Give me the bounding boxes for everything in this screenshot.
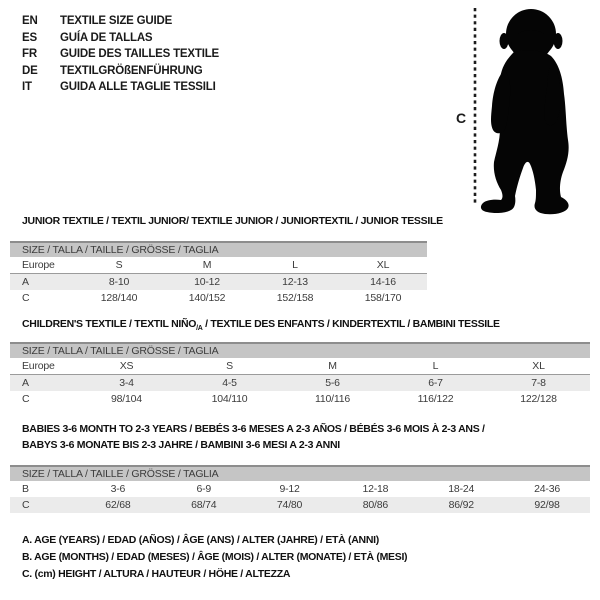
title-text: / TEXTILE DES ENFANTS / KINDERTEXTIL / BAMBINI TESSILE [202, 318, 500, 330]
baby-silhouette-icon [481, 9, 569, 214]
table-cell: 8-10 [108, 276, 130, 288]
table-cell: 6-9 [196, 483, 212, 495]
language-code: ES [22, 31, 37, 44]
table-row-age-months [10, 481, 590, 497]
row-label: A [22, 377, 29, 389]
language-row-en [22, 13, 219, 30]
row-label: B [22, 483, 29, 495]
language-code: IT [22, 81, 32, 93]
language-title-list [22, 13, 219, 96]
language-code: DE [22, 64, 38, 77]
row-label: Europe [22, 259, 55, 271]
row-label: C [22, 393, 30, 405]
size-table-babies [10, 465, 590, 513]
table-cell: 4-5 [222, 377, 237, 389]
baby-silhouette-figure [448, 4, 598, 216]
table-cell: 152/158 [276, 292, 314, 304]
table-cell: 24-36 [534, 483, 560, 495]
title-subscript: /A [196, 325, 203, 333]
table-cell: 68/74 [191, 499, 217, 511]
table-cell: 18-24 [448, 483, 475, 495]
table-row-age [10, 274, 427, 290]
height-measure-label: C [456, 110, 467, 126]
table-cell: 10-12 [194, 276, 220, 288]
table-cell: M [202, 259, 212, 271]
language-title: TEXTILGRÖßENFÜHRUNG [60, 64, 203, 77]
table-row-height [10, 290, 427, 306]
table-cell: XS [119, 360, 134, 372]
table-cell: 80/86 [362, 499, 389, 511]
table-cell: 5-6 [325, 377, 340, 389]
table-cell: 12-13 [282, 276, 308, 288]
title-line-1: BABIES 3-6 MONTH TO 2-3 YEARS / BEBÉS 3-6 MESES A 2-3 AÑOS / BÉBÉS 3-6 MOIS À 2-3 ANS / [22, 423, 485, 435]
title-line-2: BABYS 3-6 MONATE BIS 2-3 JAHRE / BAMBINI 3-6 MESI A 2-3 ANNI [22, 439, 340, 451]
table-row-europe [10, 358, 590, 375]
row-label: C [22, 499, 30, 511]
table-cell: 116/122 [417, 393, 454, 405]
table-row-europe [10, 257, 427, 274]
language-title: GUIDE DES TAILLES TEXTILE [60, 48, 219, 60]
table-cell: 140/152 [188, 292, 226, 304]
section-title-babies [22, 421, 485, 453]
table-cell: 110/116 [315, 393, 350, 405]
table-cell: 62/68 [105, 499, 131, 511]
size-header-band: SIZE / TALLA / TAILLE / GRÖSSE / TAGLIA [10, 241, 427, 257]
table-cell: 122/128 [520, 393, 557, 405]
footnote-legend [22, 532, 407, 583]
table-cell: 128/140 [100, 292, 138, 304]
table-cell: 104/110 [211, 393, 248, 405]
size-table-children [10, 342, 590, 407]
table-cell: 14-16 [370, 276, 396, 288]
footnote-b: B. AGE (MONTHS) / EDAD (MESES) / ÂGE (MOIS) / ALTER (MONATE) / ETÀ (MESI) [22, 551, 408, 563]
table-cell: 3-6 [110, 483, 126, 495]
table-cell: 7-8 [531, 377, 546, 389]
language-code: FR [22, 48, 37, 60]
row-label: C [22, 292, 30, 304]
table-cell: S [226, 360, 233, 372]
language-title: TEXTILE SIZE GUIDE [60, 15, 173, 27]
language-code: EN [22, 15, 38, 27]
language-row-es [22, 30, 219, 47]
table-cell: 92/98 [534, 499, 560, 511]
table-cell: 98/104 [111, 393, 142, 405]
table-cell: 86/92 [448, 499, 474, 511]
table-cell: 158/170 [364, 292, 402, 304]
size-header-band: SIZE / TALLA / TAILLE / GRÖSSE / TAGLIA [10, 465, 590, 481]
section-title-children [22, 318, 500, 332]
table-row-height [10, 497, 590, 513]
table-cell: XL [532, 360, 545, 372]
table-cell: 9-12 [279, 483, 300, 495]
table-cell: M [328, 360, 337, 372]
table-cell: S [115, 259, 123, 271]
row-label: Europe [22, 360, 55, 372]
language-title: GUÍA DE TALLAS [60, 31, 153, 44]
size-table-junior [10, 241, 427, 306]
table-cell: 3-4 [119, 377, 134, 389]
table-cell: L [432, 360, 439, 372]
language-row-it [22, 79, 219, 96]
footnote-a: A. AGE (YEARS) / EDAD (AÑOS) / ÂGE (ANS) / ALTER (JAHRE) / ETÀ (ANNI) [22, 534, 379, 546]
row-label: A [22, 276, 29, 288]
size-header-band: SIZE / TALLA / TAILLE / GRÖSSE / TAGLIA [10, 342, 590, 358]
table-cell: XL [376, 259, 390, 271]
language-title: GUIDA ALLE TAGLIE TESSILI [60, 81, 216, 93]
table-row-age [10, 375, 590, 391]
footnote-c: C. (cm) HEIGHT / ALTURA / HAUTEUR / HÖHE / ALTEZZA [22, 568, 291, 580]
language-row-de [22, 63, 219, 80]
table-cell: 74/80 [276, 499, 303, 511]
table-cell: 6-7 [428, 377, 443, 389]
language-row-fr [22, 46, 219, 63]
title-text: CHILDREN'S TEXTILE / TEXTIL NIÑO [22, 318, 197, 330]
table-row-height [10, 391, 590, 407]
table-cell: L [292, 259, 298, 271]
section-title-junior: JUNIOR TEXTILE / TEXTIL JUNIOR/ TEXTILE JUNIOR / JUNIORTEXTIL / JUNIOR TESSILE [22, 215, 443, 227]
table-cell: 12-18 [362, 483, 389, 495]
